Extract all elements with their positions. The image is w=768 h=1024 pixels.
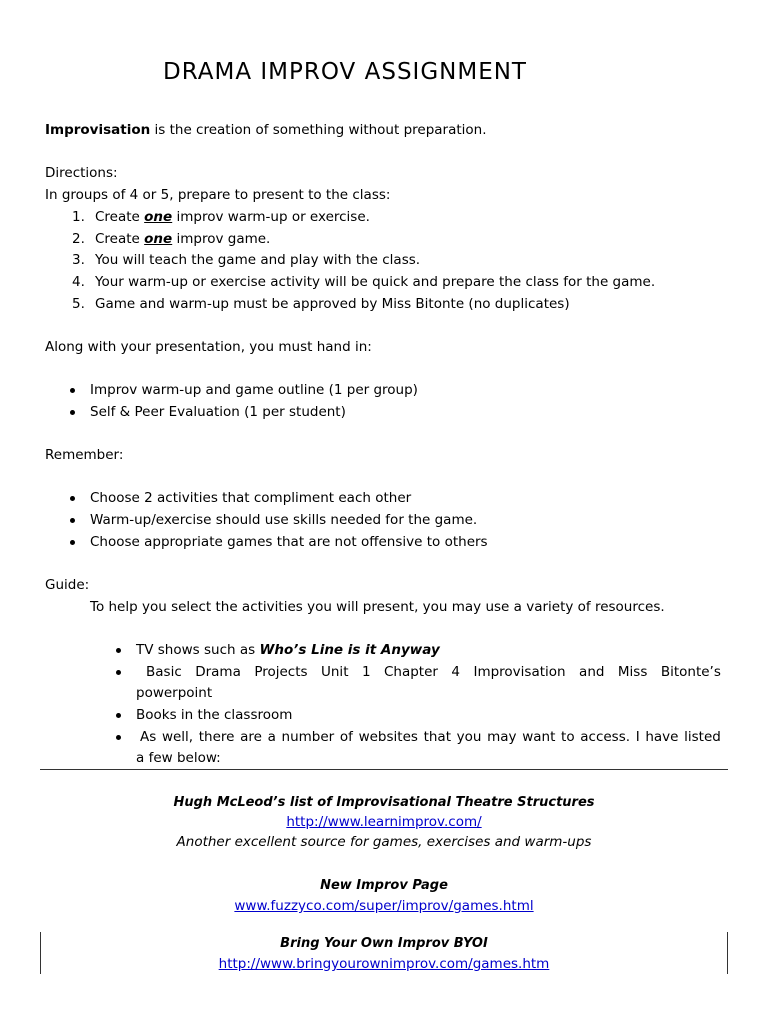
word: you	[456, 729, 482, 745]
item-emphasis: one	[144, 209, 173, 225]
word: Drama	[195, 664, 241, 680]
item-emphasis: one	[144, 231, 173, 247]
word: are	[240, 729, 262, 745]
intro-term: Improvisation	[45, 122, 151, 138]
list-item: Improv warm-up and game outline (1 per group)	[90, 382, 418, 398]
resource-title: New Improv Page	[320, 878, 448, 893]
tv-show-title: Who’s Line is it Anyway	[259, 642, 440, 658]
intro-definition: is the creation of something without preparation.	[150, 122, 487, 138]
list-item	[95, 207, 370, 227]
directions-heading: Directions:	[45, 165, 118, 181]
word: want	[522, 729, 556, 745]
word: I	[635, 729, 640, 745]
word: Projects	[254, 664, 308, 680]
list-item-line: a few below:	[136, 750, 221, 766]
word: Basic	[146, 664, 182, 680]
hand-in-heading: Along with your presentation, you must hand in:	[45, 339, 372, 355]
guide-lead: To help you select the activities you will present, you may use a variety of resources.	[90, 599, 665, 615]
guide-heading: Guide:	[45, 577, 90, 593]
bullet-icon	[70, 518, 75, 523]
resource-link[interactable]: http://www.bringyourownimprov.com/games.htm	[218, 956, 550, 972]
list-item: Your warm-up or exercise activity will be quick and prepare the class for the game.	[95, 274, 656, 290]
resource-link-row	[40, 954, 728, 974]
item-text: Create	[95, 209, 145, 225]
resource-link-row	[40, 896, 728, 916]
word: that	[423, 729, 451, 745]
list-number: 2.	[72, 231, 85, 247]
bullet-icon	[116, 735, 121, 740]
list-number: 4.	[72, 274, 85, 290]
resource-link-row	[40, 812, 728, 832]
bullet-icon	[70, 388, 75, 393]
resource-note: Another excellent source for games, exercises and warm-ups	[176, 834, 592, 850]
word: and	[579, 664, 605, 680]
directions-lead: In groups of 4 or 5, prepare to present to the class:	[45, 187, 391, 203]
word: Bitonte’s	[660, 664, 721, 680]
list-item: Books in the classroom	[136, 707, 293, 723]
bullet-icon	[116, 670, 121, 675]
bullet-icon	[70, 496, 75, 501]
word: As	[140, 729, 157, 745]
item-text: Create	[95, 231, 145, 247]
bullet-icon	[70, 540, 75, 545]
word: Unit	[321, 664, 349, 680]
list-item: Self & Peer Evaluation (1 per student)	[90, 404, 346, 420]
list-number: 5.	[72, 296, 85, 312]
list-number: 1.	[72, 209, 85, 225]
list-item: You will teach the game and play with the class.	[95, 252, 421, 268]
list-item	[95, 229, 270, 249]
list-item-line	[140, 727, 721, 747]
word: of	[339, 729, 353, 745]
list-number: 3.	[72, 252, 85, 268]
word: to	[561, 729, 575, 745]
bullet-icon	[116, 713, 121, 718]
word: Chapter	[383, 664, 438, 680]
resource-title: Bring Your Own Improv BYOI	[280, 936, 488, 951]
word: have	[645, 729, 679, 745]
bullet-icon	[116, 648, 121, 653]
word: 4	[451, 664, 461, 680]
list-item: Game and warm-up must be approved by Miss Bitonte (no duplicates)	[95, 296, 570, 312]
word: listed	[684, 729, 721, 745]
list-item: Choose 2 activities that compliment each other	[90, 490, 412, 506]
resource-link[interactable]: http://www.learnimprov.com/	[286, 814, 482, 830]
word: access.	[580, 729, 631, 745]
word: there	[198, 729, 235, 745]
word: may	[487, 729, 517, 745]
bullet-icon	[70, 410, 75, 415]
list-item: Warm-up/exercise should use skills needed for the game.	[90, 512, 478, 528]
word: well,	[161, 729, 194, 745]
resource-title: Hugh McLeod’s list of Improvisational Theatre Structures	[173, 795, 595, 810]
item-text: improv game.	[172, 231, 271, 247]
list-item-line: powerpoint	[136, 685, 213, 701]
list-item	[136, 640, 440, 660]
word: websites	[358, 729, 418, 745]
word: Improvisation	[473, 664, 566, 680]
list-item-line	[146, 662, 721, 682]
resource-link[interactable]: www.fuzzyco.com/super/improv/games.html	[234, 898, 534, 914]
remember-heading: Remember:	[45, 447, 124, 463]
word: number	[281, 729, 335, 745]
word: a	[267, 729, 276, 745]
page-title: DRAMA IMPROV ASSIGNMENT	[163, 59, 527, 85]
table-border-top	[40, 769, 728, 770]
intro-paragraph	[45, 120, 487, 140]
item-text: improv warm-up or exercise.	[172, 209, 370, 225]
list-item: Choose appropriate games that are not offensive to others	[90, 534, 488, 550]
item-text: TV shows such as	[136, 642, 260, 658]
word: 1	[361, 664, 371, 680]
word: Miss	[617, 664, 648, 680]
